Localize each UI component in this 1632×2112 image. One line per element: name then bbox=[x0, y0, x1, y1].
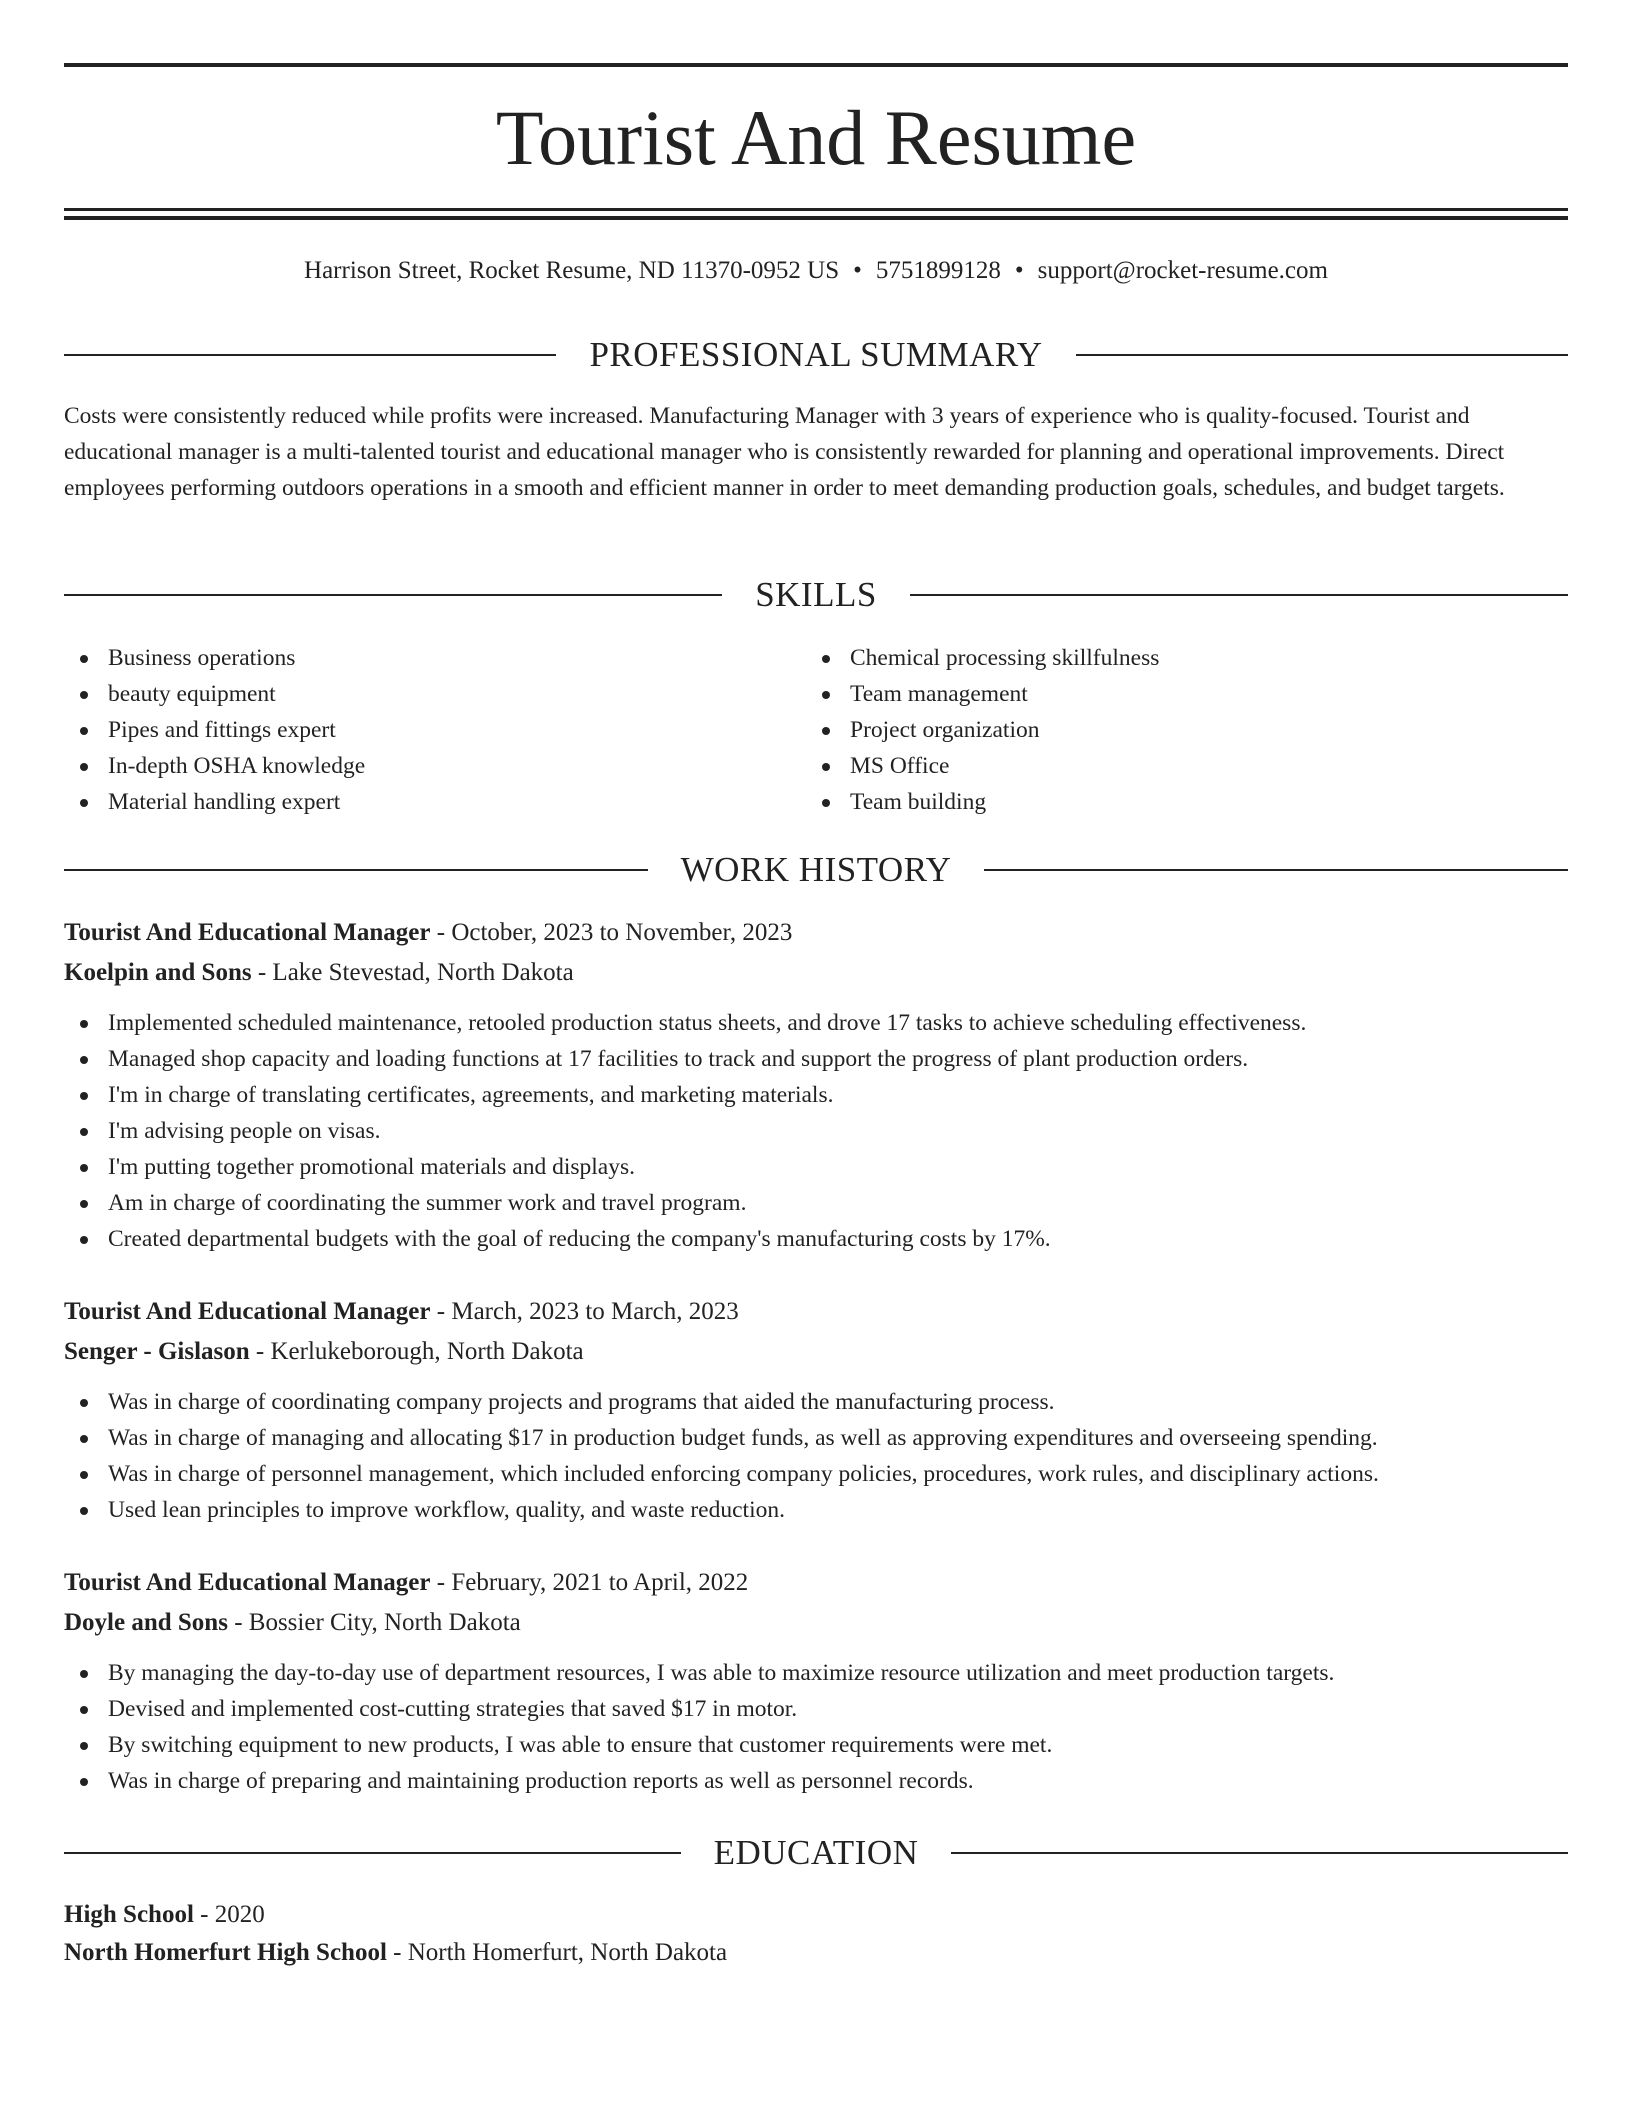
job-bullet: Was in charge of personnel management, which included enforcing company policies, procedures, work rules, and disciplinary actions. bbox=[64, 1456, 1568, 1492]
contact-email: support@rocket-resume.com bbox=[1037, 257, 1328, 284]
job-title-line bbox=[64, 1563, 1568, 1603]
skill-item: Pipes and fittings expert bbox=[64, 712, 806, 748]
skill-item: Team building bbox=[806, 784, 1548, 820]
job-dates: - February, 2021 to April, 2022 bbox=[430, 1569, 749, 1596]
candidate-name: Tourist And Resume bbox=[495, 94, 1137, 181]
contact-line bbox=[64, 254, 1568, 288]
education-degree: High School bbox=[64, 1901, 194, 1928]
job-company: Doyle and Sons bbox=[64, 1609, 228, 1636]
job-location: - Lake Stevestad, North Dakota bbox=[251, 959, 574, 986]
skill-item: In-depth OSHA knowledge bbox=[64, 748, 806, 784]
job-dates: - March, 2023 to March, 2023 bbox=[430, 1298, 739, 1325]
job-bullet: Managed shop capacity and loading functions at 17 facilities to track and support the progress of plant production orders. bbox=[64, 1041, 1568, 1077]
education-school-line bbox=[64, 1934, 1568, 1972]
contact-separator: • bbox=[853, 257, 862, 284]
job-company: Senger - Gislason bbox=[64, 1338, 250, 1365]
section-rule bbox=[910, 594, 1568, 596]
contact-separator: • bbox=[1014, 257, 1024, 284]
job-bullet: Was in charge of coordinating company projects and programs that aided the manufacturing process. bbox=[64, 1384, 1568, 1420]
section-rule bbox=[984, 869, 1568, 871]
section-rule bbox=[1076, 354, 1568, 356]
job-bullet: Devised and implemented cost-cutting strategies that saved $17 in motor. bbox=[64, 1691, 1568, 1727]
skill-item: Project organization bbox=[806, 712, 1548, 748]
top-rule bbox=[64, 63, 1568, 67]
skill-item: Material handling expert bbox=[64, 784, 806, 820]
job-entry bbox=[64, 1292, 1568, 1528]
skill-item: Team management bbox=[806, 676, 1548, 712]
section-header-skills bbox=[64, 573, 1568, 617]
job-bullet: I'm advising people on visas. bbox=[64, 1113, 1568, 1149]
job-company-line bbox=[64, 1603, 1568, 1643]
summary-text: Costs were consistently reduced while profits were increased. Manufacturing Manager with 3 years of experience who is quality-focused. Tourist and educational manager is a multi-talented tourist and educational manager who is consistently rewarded for planning and operational improvements. Direct employees performing outdoors operations in a smooth and efficient manner in order to meet demanding production goals, schedules, and budget targets. bbox=[64, 403, 1505, 501]
section-title: EDUCATION bbox=[713, 1833, 919, 1872]
skill-item: Chemical processing skillfulness bbox=[806, 640, 1548, 676]
job-bullets bbox=[64, 1655, 1568, 1799]
skills-column-right bbox=[806, 640, 1548, 820]
job-bullet: Was in charge of preparing and maintaining production reports as well as personnel records. bbox=[64, 1763, 1568, 1799]
skills-column-left bbox=[64, 640, 806, 820]
job-dates: - October, 2023 to November, 2023 bbox=[430, 919, 793, 946]
section-rule bbox=[951, 1852, 1568, 1854]
job-company-line bbox=[64, 953, 1568, 993]
education-location: - North Homerfurt, North Dakota bbox=[386, 1939, 728, 1966]
job-company: Koelpin and Sons bbox=[64, 959, 252, 986]
job-bullet: Was in charge of managing and allocating $17 in production budget funds, as well as approving expenditures and overseeing spending. bbox=[64, 1420, 1568, 1456]
job-title: Tourist And Educational Manager bbox=[64, 1569, 431, 1596]
job-entry bbox=[64, 1563, 1568, 1799]
section-title: WORK HISTORY bbox=[680, 850, 952, 889]
job-bullets bbox=[64, 1384, 1568, 1528]
contact-phone: 5751899128 bbox=[875, 257, 1001, 284]
skill-item: beauty equipment bbox=[64, 676, 806, 712]
job-bullet: Used lean principles to improve workflow, quality, and waste reduction. bbox=[64, 1492, 1568, 1528]
section-title: SKILLS bbox=[755, 575, 877, 614]
job-bullet: I'm in charge of translating certificates, agreements, and marketing materials. bbox=[64, 1077, 1568, 1113]
contact-address: Harrison Street, Rocket Resume, ND 11370-0952 US bbox=[304, 257, 840, 284]
skill-item: MS Office bbox=[806, 748, 1548, 784]
section-header-work bbox=[64, 848, 1568, 892]
section-rule bbox=[64, 354, 556, 356]
education-school: North Homerfurt High School bbox=[64, 1939, 387, 1966]
education-degree-line bbox=[64, 1896, 1568, 1934]
double-rule bbox=[64, 208, 1568, 220]
job-bullet: By managing the day-to-day use of department resources, I was able to maximize resource utilization and meet production targets. bbox=[64, 1655, 1568, 1691]
job-bullet: Created departmental budgets with the goal of reducing the company's manufacturing costs by 17%. bbox=[64, 1221, 1568, 1257]
section-title: PROFESSIONAL SUMMARY bbox=[589, 335, 1043, 374]
job-company-line bbox=[64, 1332, 1568, 1372]
section-rule bbox=[64, 869, 648, 871]
job-entry bbox=[64, 913, 1568, 1257]
job-bullet: By switching equipment to new products, I was able to ensure that customer requirements were met. bbox=[64, 1727, 1568, 1763]
job-bullet: Implemented scheduled maintenance, retooled production status sheets, and drove 17 tasks to achieve scheduling effectiveness. bbox=[64, 1005, 1568, 1041]
job-title: Tourist And Educational Manager bbox=[64, 1298, 431, 1325]
job-location: - Bossier City, North Dakota bbox=[227, 1609, 521, 1636]
job-bullet: I'm putting together promotional materials and displays. bbox=[64, 1149, 1568, 1185]
job-location: - Kerlukeborough, North Dakota bbox=[249, 1338, 584, 1365]
education-year: - 2020 bbox=[193, 1901, 265, 1928]
section-rule bbox=[64, 1852, 681, 1854]
section-header-summary bbox=[64, 333, 1568, 377]
section-rule bbox=[64, 594, 722, 596]
skill-item: Business operations bbox=[64, 640, 806, 676]
education-entry bbox=[64, 1896, 1568, 1972]
skills-list bbox=[64, 640, 1568, 820]
section-header-education bbox=[64, 1831, 1568, 1875]
job-title-line bbox=[64, 1292, 1568, 1332]
job-title-line bbox=[64, 913, 1568, 953]
job-bullet: Am in charge of coordinating the summer work and travel program. bbox=[64, 1185, 1568, 1221]
job-title: Tourist And Educational Manager bbox=[64, 919, 431, 946]
job-bullets bbox=[64, 1005, 1568, 1257]
